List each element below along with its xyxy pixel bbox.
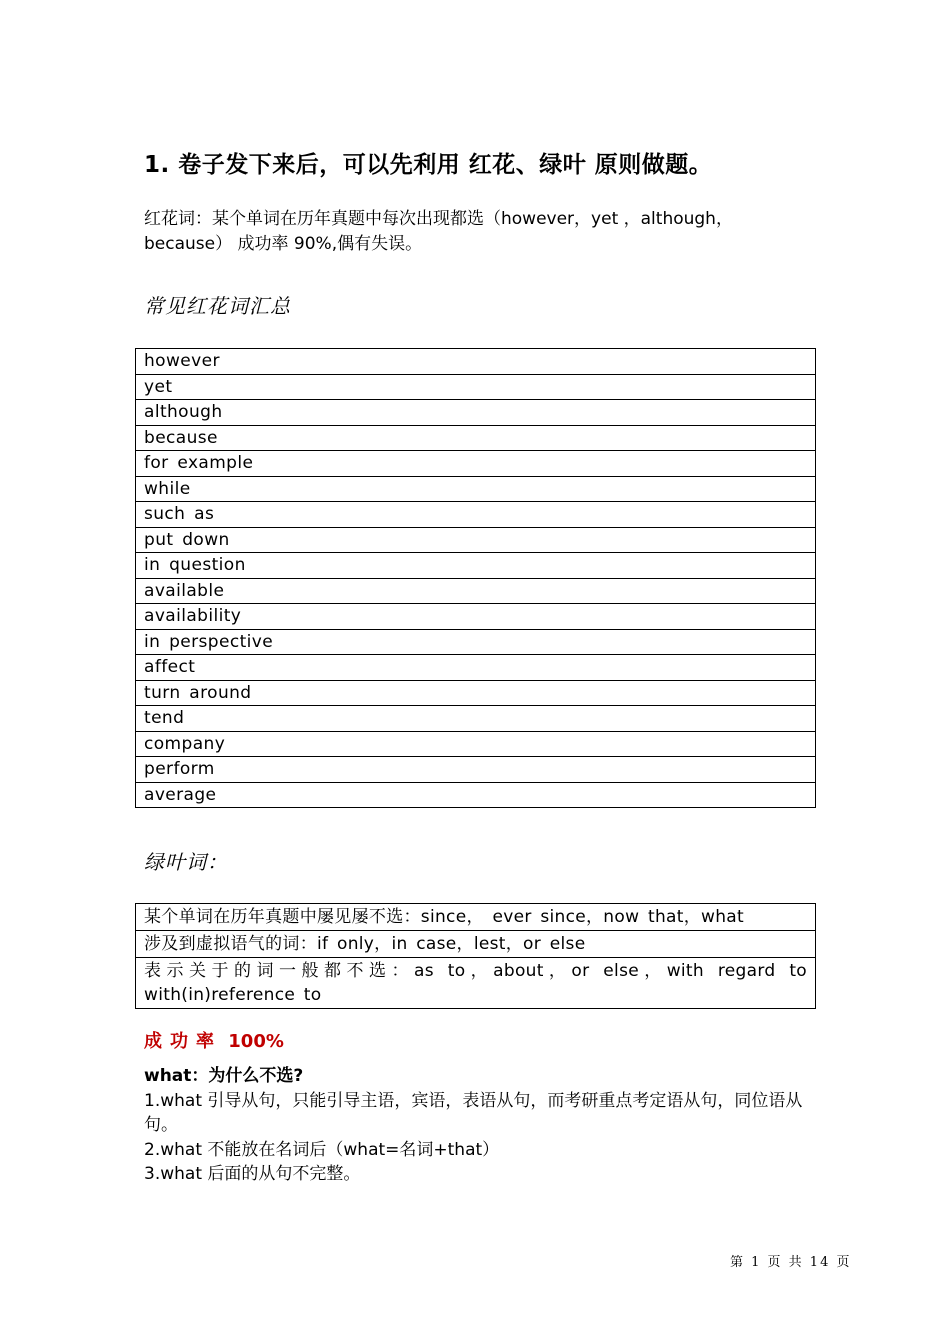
table-row — [136, 604, 816, 630]
table-row — [136, 782, 816, 808]
table-row — [136, 655, 816, 681]
table-row — [136, 578, 816, 604]
what-point: 3.what 后面的从句不完整。 — [144, 1164, 361, 1184]
red-word-cell: affect — [136, 655, 816, 681]
red-word-cell: tend — [136, 706, 816, 732]
table-row — [136, 349, 816, 375]
red-word-cell: company — [136, 731, 816, 757]
red-word-cell: in perspective — [136, 629, 816, 655]
success-rate-value: 100% — [228, 1031, 284, 1052]
table-row — [136, 706, 816, 732]
what-explanation — [144, 1064, 804, 1187]
table-row — [136, 553, 816, 579]
red-word-cell: yet — [136, 374, 816, 400]
table-row — [136, 931, 816, 958]
page-heading: 1. 卷子发下来后，可以先利用 红花、绿叶 原则做题。 — [144, 152, 713, 178]
what-title: what：为什么不选? — [144, 1066, 304, 1086]
red-word-cell: for example — [136, 451, 816, 477]
red-words-table — [135, 348, 816, 808]
red-word-cell: turn around — [136, 680, 816, 706]
green-words-table — [135, 903, 816, 1009]
table-row — [136, 629, 816, 655]
red-word-cell: average — [136, 782, 816, 808]
red-word-cell: put down — [136, 527, 816, 553]
table-row — [136, 904, 816, 931]
red-word-cell: such as — [136, 502, 816, 528]
red-word-intro: 红花词：某个单词在历年真题中每次出现都选（however，yet ，although，because） 成功率 90%,偶有失误。 — [144, 209, 733, 254]
table-row — [136, 680, 816, 706]
green-word-cell: 涉及到虚拟语气的词：if only，in case，lest，or else — [136, 931, 816, 958]
red-word-cell: while — [136, 476, 816, 502]
red-word-cell: however — [136, 349, 816, 375]
green-word-cell: 某个单词在历年真题中屡见屡不选：since， ever since，now that，what — [136, 904, 816, 931]
what-point: 1.what 引导从句，只能引导主语，宾语，表语从句，而考研重点考定语从句，同位语从句。 — [144, 1090, 803, 1135]
red-word-cell: in question — [136, 553, 816, 579]
what-point: 2.what 不能放在名词后（what=名词+that） — [144, 1139, 500, 1160]
red-word-cell: because — [136, 425, 816, 451]
red-words-title: 常见红花词汇总 — [144, 294, 291, 318]
success-rate-label: 成功率 — [144, 1031, 222, 1052]
table-row — [136, 451, 816, 477]
red-word-cell: although — [136, 400, 816, 426]
table-row — [136, 757, 816, 783]
table-row — [136, 374, 816, 400]
table-row — [136, 476, 816, 502]
table-row — [136, 958, 816, 1009]
table-row — [136, 731, 816, 757]
page-number: 第 1 页 共 14 页 — [730, 1255, 852, 1270]
table-row — [136, 502, 816, 528]
table-row — [136, 400, 816, 426]
red-word-cell: available — [136, 578, 816, 604]
table-row — [136, 425, 816, 451]
red-word-cell: availability — [136, 604, 816, 630]
red-word-cell: perform — [136, 757, 816, 783]
green-words-title: 绿叶词： — [144, 850, 228, 874]
table-row — [136, 527, 816, 553]
success-rate — [144, 1027, 284, 1053]
green-word-cell: 表示关于的词一般都不选：as to，about，or else，with regard to with(in)reference to — [136, 958, 816, 1009]
